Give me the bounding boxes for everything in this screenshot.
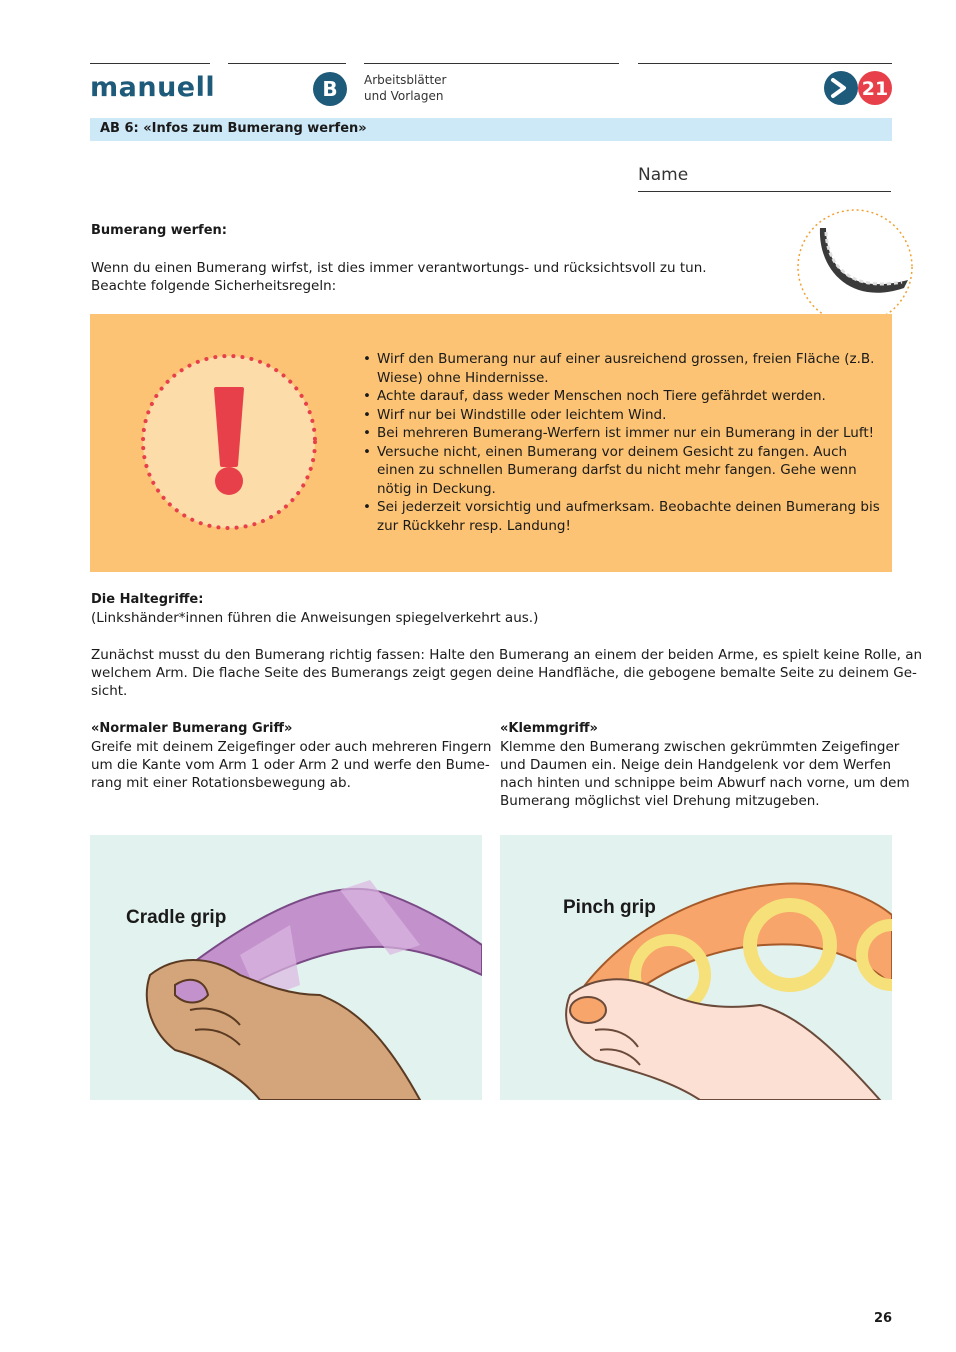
volume-badge: B — [313, 72, 347, 106]
pinch-grip-illustration — [500, 835, 892, 1100]
safety-rule: • Wirf nur bei Windstille oder leichtem Wind. — [362, 406, 882, 425]
pinch-grip-line-2: und Daumen ein. Neige dein Handgelenk vor dem Werfen — [500, 757, 892, 773]
normal-grip-title: «Normaler Bumerang Griff» — [91, 721, 293, 736]
section-heading-grips: Die Haltegriffe: — [91, 592, 204, 607]
grips-note: (Linkshänder*innen führen die Anweisungen spiegelverkehrt aus.) — [91, 610, 539, 626]
cradle-grip-illustration — [90, 835, 482, 1100]
lehrplan21-logo-icon — [822, 69, 894, 107]
grips-intro-line-3: sicht. — [91, 683, 128, 699]
grips-intro-line-1: Zunächst musst du den Bumerang richtig fassen: Halte den Bumerang an einem der beiden Arme, es spielt keine Rolle, an — [91, 647, 923, 663]
series-label — [364, 72, 446, 104]
safety-rule: • Bei mehreren Bumerang-Werfern ist immer nur ein Bumerang in der Luft! — [362, 424, 882, 443]
pinch-grip-title: «Klemmgriff» — [500, 721, 598, 736]
pinch-grip-label: Pinch grip — [563, 897, 656, 918]
safety-rule: • Sei jederzeit vorsichtig und aufmerksam. Beobachte deinen Bumerang bis zur Rückkehr resp. Landung! — [362, 498, 882, 535]
normal-grip-line-3: rang mit einer Rotationsbewegung ab. — [91, 775, 351, 791]
series-line-1: Arbeitsblätter — [364, 73, 447, 87]
name-label: Name — [638, 165, 689, 185]
worksheet-title: AB 6: «Infos zum Bumerang werfen» — [100, 121, 367, 136]
safety-rule: • Versuche nicht, einen Bumerang vor deinem Gesicht zu fangen. Auch einen zu schnellen Bumerang darfst du nicht mehr fangen. Gehe wenn nötig in Deckung. — [362, 443, 882, 499]
intro-line-1: Wenn du einen Bumerang wirfst, ist dies immer verantwortungs- und rücksichtsvoll zu tun. — [91, 260, 707, 276]
pinch-grip-line-4: Bumerang möglichst viel Drehung mitzugeben. — [500, 793, 820, 809]
series-line-2: und Vorlagen — [364, 89, 444, 103]
pinch-grip-line-1: Klemme den Bumerang zwischen gekrümmten Zeigefinger — [500, 739, 900, 755]
grips-intro-line-2: welchem Arm. Die flache Seite des Bumerangs zeigt gegen deine Handfläche, die gebogene bemalte Seite zu deinem Ge- — [91, 665, 917, 681]
brand-logo: manuell — [90, 72, 216, 103]
logo-number: 21 — [861, 78, 889, 100]
normal-grip-line-2: um die Kante vom Arm 1 oder Arm 2 und werfe den Bume- — [91, 757, 490, 773]
pinch-grip-drawing — [500, 835, 892, 1100]
header-rule-4 — [638, 63, 892, 64]
page-number: 26 — [874, 1311, 893, 1326]
warning-exclamation-icon — [140, 353, 318, 531]
name-field-line[interactable] — [638, 191, 891, 192]
intro-line-2: Beachte folgende Sicherheitsregeln: — [91, 278, 337, 294]
normal-grip-line-1: Greife mit deinem Zeigefinger oder auch mehreren Fingern — [91, 739, 492, 755]
safety-rule: • Wirf den Bumerang nur auf einer ausreichend grossen, freien Fläche (z.B. Wiese) ohne Hindernisse. — [362, 350, 882, 387]
section-heading-throwing: Bumerang werfen: — [91, 223, 227, 238]
safety-rule: • Achte darauf, dass weder Menschen noch Tiere gefährdet werden. — [362, 387, 882, 406]
header-rule-1 — [90, 63, 210, 64]
boomerang-photo-icon — [796, 208, 914, 326]
header-rule-3 — [364, 63, 619, 64]
cradle-grip-label: Cradle grip — [126, 907, 227, 928]
cradle-grip-drawing — [90, 835, 482, 1100]
safety-rules-list — [362, 350, 882, 535]
pinch-grip-line-3: nach hinten und schnippe beim Abwurf nach vorne, um dem — [500, 775, 910, 791]
header-rule-2 — [228, 63, 346, 64]
